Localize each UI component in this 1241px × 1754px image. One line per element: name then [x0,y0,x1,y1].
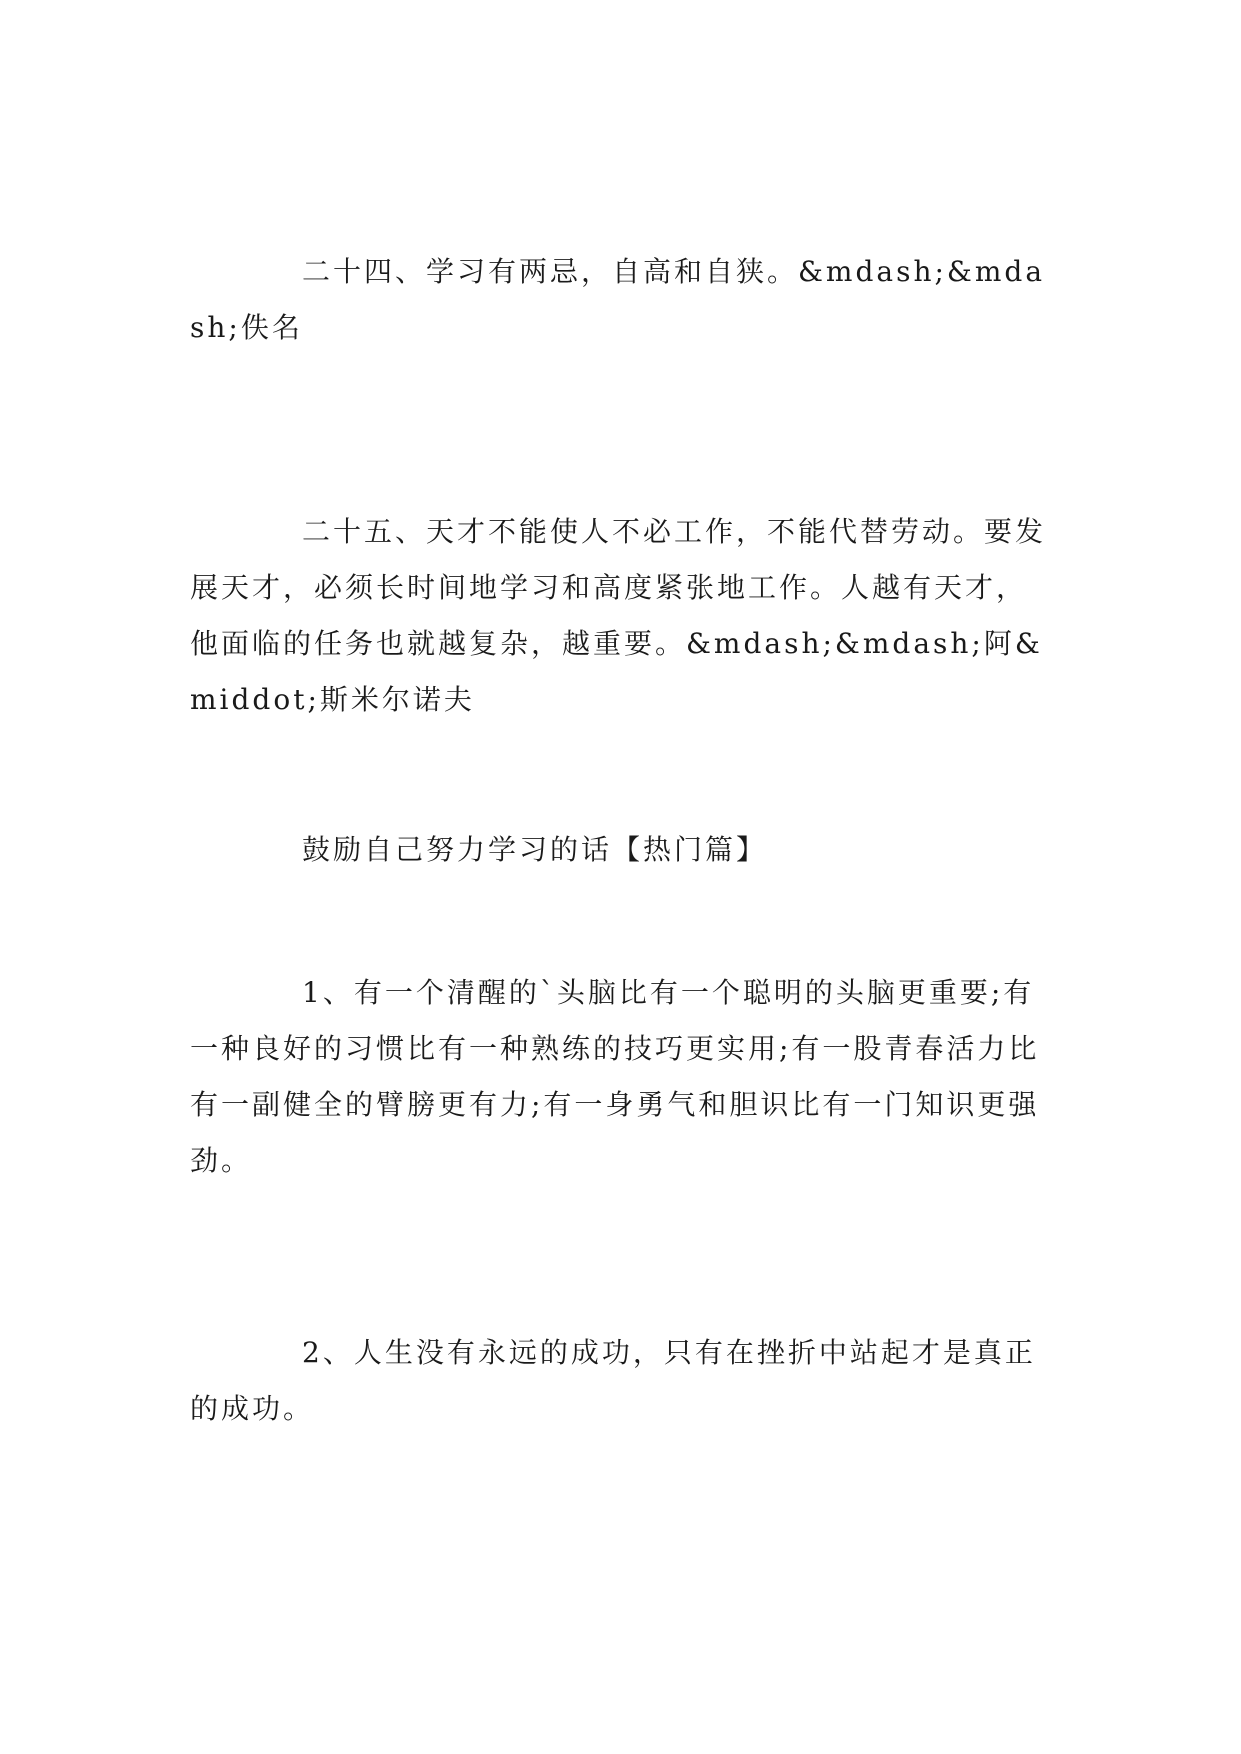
quote-paragraph-25: 二十五、天才不能使人不必工作，不能代替劳动。要发展天才，必须长时间地学习和高度紧张地工作。人越有天才，他面临的任务也就越复杂，越重要。&mdash;&mdash;阿&middot;斯米尔诺夫 [190,515,1047,716]
quote-paragraph-24: 二十四、学习有两忌，自高和自狭。&mdash;&mdash;佚名 [190,255,1046,344]
list-item-2: 2、人生没有永远的成功，只有在挫折中站起才是真正的成功。 [190,1336,1036,1425]
section-heading: 鼓励自己努力学习的话【热门篇】 [302,833,768,866]
list-item-1: 1、有一个清醒的`头脑比有一个聪明的头脑更重要;有一种良好的习惯比有一种熟练的技巧更实用;有一股青春活力比有一副健全的臂膀更有力;有一身勇气和胆识比有一门知识更强劲。 [190,976,1040,1177]
